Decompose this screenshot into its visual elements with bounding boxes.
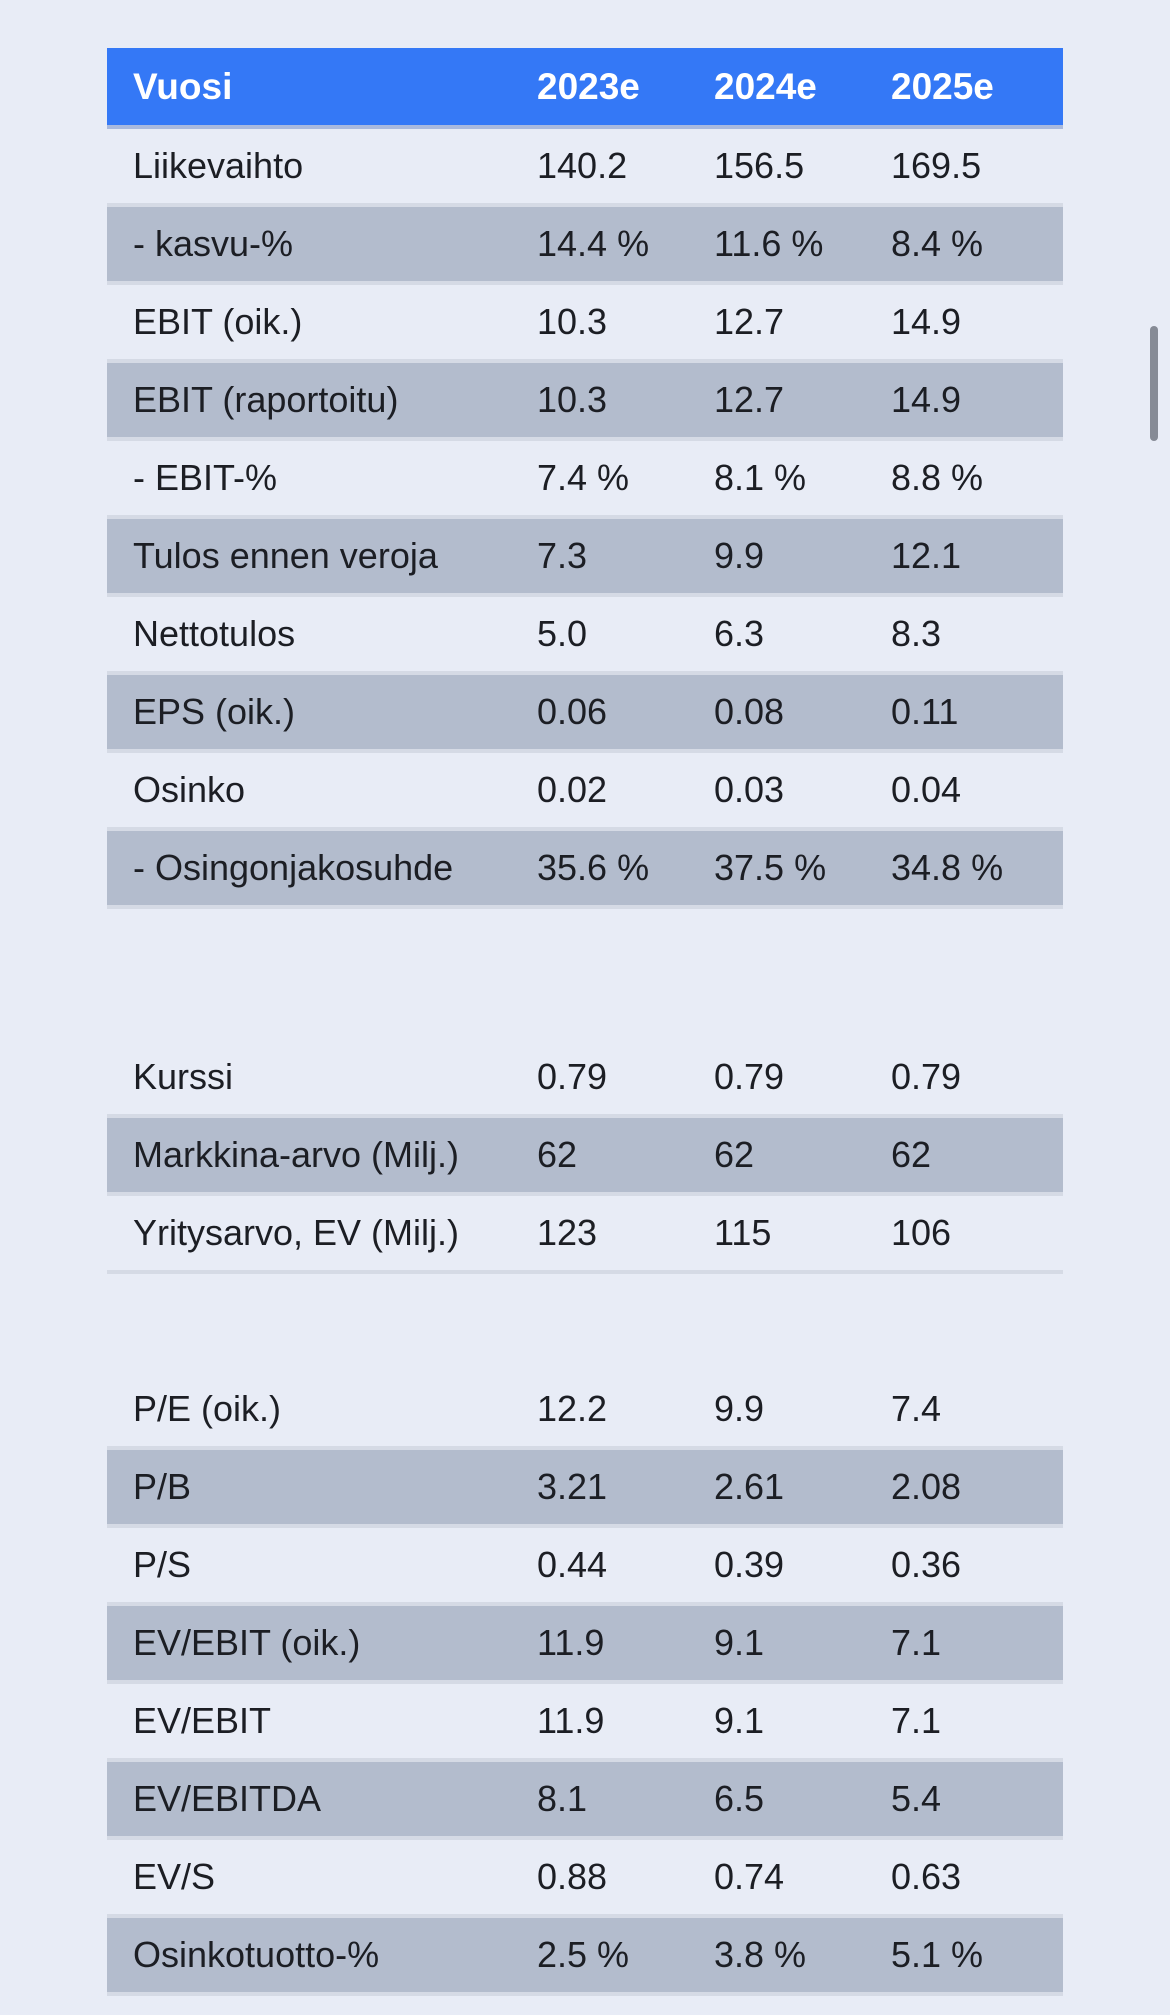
row-value: 10.3 [537,379,608,420]
table-row [107,363,1063,441]
valuation-table [107,1372,1063,1996]
table-row [107,675,1063,753]
row-value: 0.44 [537,1544,608,1585]
table-row [107,831,1063,909]
row-value: 2.5 % [537,1934,630,1975]
table-header [107,48,1063,129]
table-row [107,441,1063,519]
row-value: 0.74 [714,1856,785,1897]
row-label: Liikevaihto [133,145,304,186]
header-year: 2025e [891,65,994,107]
row-label: P/E (oik.) [133,1388,282,1429]
row-label: P/S [133,1544,192,1585]
table-row [107,1684,1063,1762]
row-value: 37.5 % [714,847,827,888]
row-value: 5.1 % [891,1934,984,1975]
row-label: Yritysarvo, EV (Milj.) [133,1212,460,1253]
table-row [107,519,1063,597]
row-label: Osinkotuotto-% [133,1934,380,1975]
table-row [107,597,1063,675]
table-row [107,1918,1063,1996]
row-value: 12.1 [891,535,962,576]
table-row [107,1450,1063,1528]
row-value: 0.08 [714,691,785,732]
row-value: 3.21 [537,1466,608,1507]
row-value: 0.03 [714,769,785,810]
row-value: 9.1 [714,1700,765,1741]
row-value: 0.63 [891,1856,962,1897]
market-section [107,1040,1063,1274]
row-label: Tulos ennen veroja [133,535,438,576]
row-value: 11.9 [537,1622,605,1663]
table-row [107,207,1063,285]
row-value: 12.2 [537,1388,608,1429]
row-value: 9.9 [714,535,765,576]
row-value: 11.9 [537,1700,605,1741]
row-value: 7.1 [891,1622,942,1663]
row-value: 0.04 [891,769,962,810]
row-value: 0.11 [891,691,959,732]
row-label: EV/EBIT [133,1700,272,1741]
row-value: 14.9 [891,379,962,420]
row-value: 169.5 [891,145,982,186]
row-value: 8.3 [891,613,942,654]
row-label: Kurssi [133,1056,234,1097]
row-value: 106 [891,1212,952,1253]
row-label: - Osingonjakosuhde [133,847,454,888]
row-value: 9.1 [714,1622,765,1663]
row-value: 8.1 [537,1778,588,1819]
row-value: 62 [537,1134,578,1175]
row-label: P/B [133,1466,192,1507]
row-label: EV/S [133,1856,216,1897]
row-value: 8.4 % [891,223,984,264]
table-row [107,285,1063,363]
table-row [107,1118,1063,1196]
row-value: 6.3 [714,613,765,654]
row-label: - kasvu-% [133,223,294,264]
row-value: 35.6 % [537,847,650,888]
scrollbar-thumb[interactable] [1150,326,1158,441]
row-label: - EBIT-% [133,457,278,498]
row-value: 2.08 [891,1466,962,1507]
row-label: EV/EBIT (oik.) [133,1622,361,1663]
table-row [107,1762,1063,1840]
row-value: 0.79 [714,1056,785,1097]
header-year: 2023e [537,65,640,107]
row-value: 62 [891,1134,932,1175]
row-value: 7.4 % [537,457,630,498]
row-value: 34.8 % [891,847,1004,888]
row-value: 14.9 [891,301,962,342]
row-value: 0.02 [537,769,608,810]
row-value: 6.5 [714,1778,765,1819]
row-value: 7.3 [537,535,588,576]
row-value: 3.8 % [714,1934,807,1975]
table-row [107,1372,1063,1450]
row-value: 0.06 [537,691,608,732]
row-label: Osinko [133,769,246,810]
row-value: 7.4 [891,1388,942,1429]
row-value: 2.61 [714,1466,785,1507]
row-value: 0.79 [537,1056,608,1097]
row-value: 115 [714,1212,772,1253]
row-value: 7.1 [891,1700,942,1741]
table-row [107,1606,1063,1684]
table-row [107,1196,1063,1274]
table-row [107,1040,1063,1118]
row-label: EPS (oik.) [133,691,296,732]
financials-table [107,48,1063,909]
row-label: EBIT (oik.) [133,301,303,342]
header-year: 2024e [714,65,817,107]
row-value: 0.88 [537,1856,608,1897]
income-section [107,129,1063,909]
valuation-section [107,1372,1063,1996]
row-value: 14.4 % [537,223,650,264]
header-label: Vuosi [133,65,233,107]
row-value: 8.8 % [891,457,984,498]
row-label: EBIT (raportoitu) [133,379,399,420]
table-row [107,753,1063,831]
row-label: Nettotulos [133,613,296,654]
row-value: 0.36 [891,1544,962,1585]
row-value: 123 [537,1212,598,1253]
row-value: 10.3 [537,301,608,342]
row-value: 12.7 [714,379,785,420]
row-value: 9.9 [714,1388,765,1429]
row-label: EV/EBITDA [133,1778,322,1819]
table-row [107,129,1063,207]
row-value: 8.1 % [714,457,807,498]
market-table [107,1040,1063,1274]
row-value: 5.4 [891,1778,942,1819]
row-label: Markkina-arvo (Milj.) [133,1134,460,1175]
row-value: 11.6 % [714,223,824,264]
row-value: 12.7 [714,301,785,342]
row-value: 156.5 [714,145,805,186]
table-row [107,1840,1063,1918]
row-value: 0.39 [714,1544,785,1585]
row-value: 0.79 [891,1056,962,1097]
row-value: 140.2 [537,145,628,186]
row-value: 5.0 [537,613,588,654]
row-value: 62 [714,1134,755,1175]
table-row [107,1528,1063,1606]
